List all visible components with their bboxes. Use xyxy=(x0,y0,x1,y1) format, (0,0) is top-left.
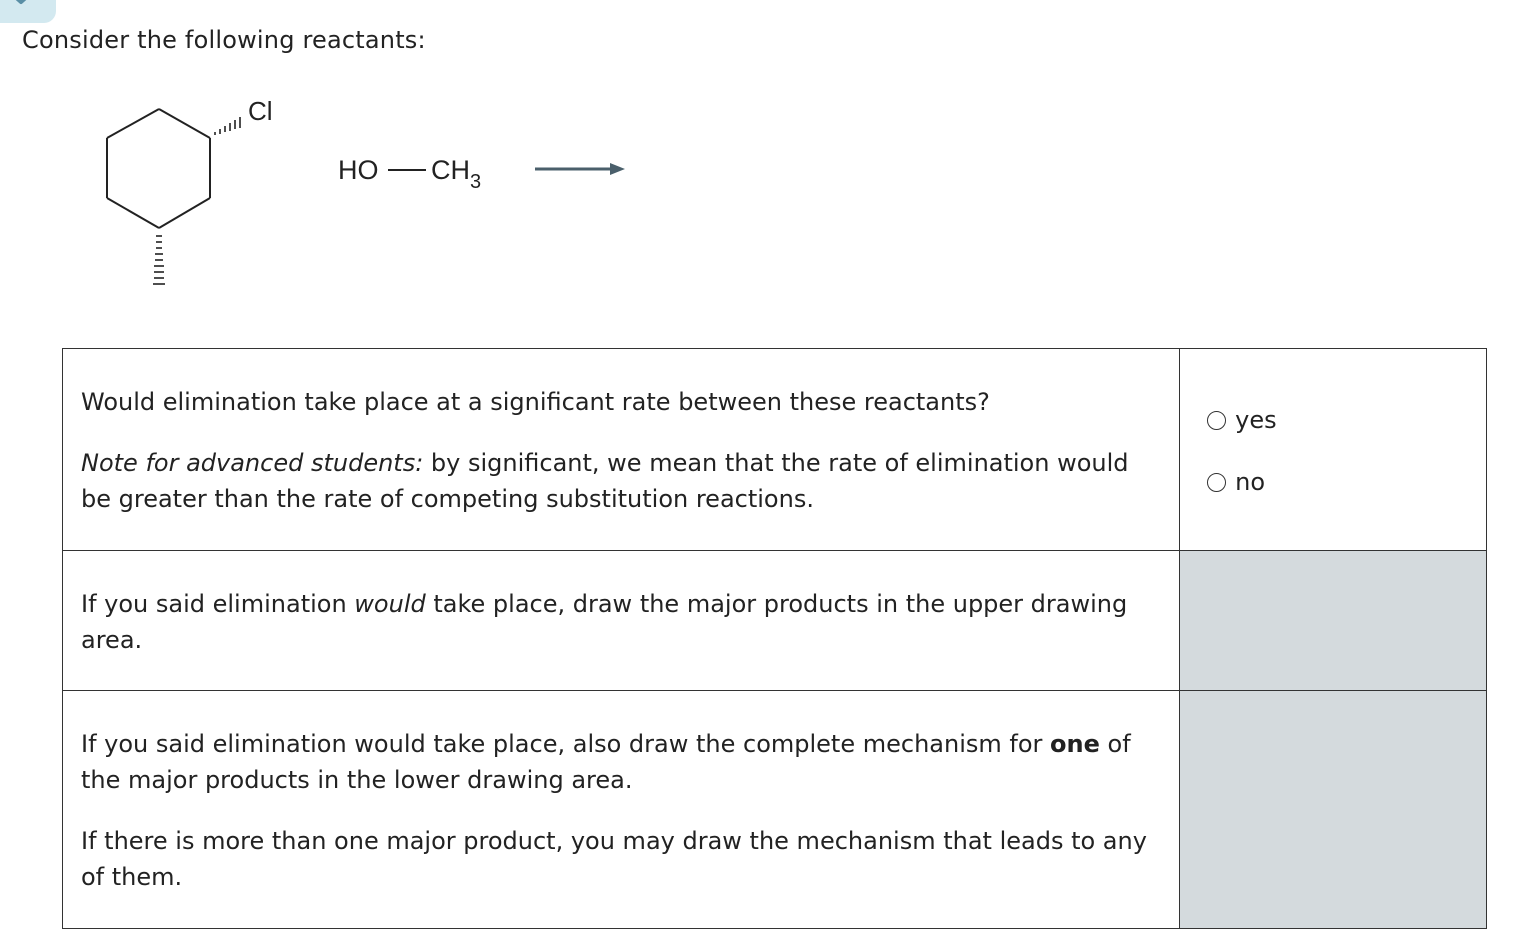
answer-cell xyxy=(1180,349,1487,551)
mechanism-part1: If you said elimination would take place, also draw the complete mechanism for xyxy=(81,730,1051,758)
question-text: Would elimination take place at a significant rate between these reactants? xyxy=(81,388,990,416)
instruction-part2: take place, draw the major products in the upper drawing area. xyxy=(81,590,1128,654)
hashed-wedge-methyl xyxy=(153,236,165,284)
option-yes-label[interactable]: yes xyxy=(1235,406,1277,434)
question-prompt: Consider the following reactants: xyxy=(22,26,426,54)
table-row-mechanism xyxy=(63,691,1487,929)
chlorine-label: Cl xyxy=(248,96,273,126)
note-body: by significant, we mean that the rate of elimination would be greater than the rate of competing substitution reactions. xyxy=(81,449,1129,513)
radio-no[interactable] xyxy=(1207,473,1226,492)
reaction-structure-svg xyxy=(90,86,650,306)
mechanism-note: If there is more than one major product, you may draw the mechanism that leads to any of them. xyxy=(81,827,1147,891)
instruction-part1: If you said elimination xyxy=(81,590,355,618)
disabled-answer-cell xyxy=(1180,551,1487,691)
reagent-ch-label: CH xyxy=(431,155,470,185)
instruction-emphasis: would xyxy=(354,590,426,618)
radio-yes[interactable] xyxy=(1207,411,1226,430)
chevron-down-icon xyxy=(10,0,32,6)
cyclohexane-ring xyxy=(107,109,210,228)
reaction-scheme xyxy=(90,86,650,306)
question-table xyxy=(62,348,1487,929)
option-no[interactable] xyxy=(1207,467,1486,497)
note-text xyxy=(81,445,1165,517)
instruction-cell xyxy=(63,691,1180,929)
disabled-answer-cell xyxy=(1180,691,1487,929)
products-instruction xyxy=(81,586,1165,658)
mechanism-emphasis: one xyxy=(1050,730,1100,758)
reagent-subscript: 3 xyxy=(470,171,482,193)
collapse-tab[interactable] xyxy=(0,0,56,23)
instruction-cell xyxy=(63,551,1180,691)
note-label: Note for advanced students: xyxy=(81,449,424,477)
mechanism-instruction xyxy=(81,726,1165,798)
hashed-wedge-cl xyxy=(215,117,240,135)
option-yes[interactable] xyxy=(1207,405,1486,435)
option-no-label[interactable]: no xyxy=(1235,468,1266,496)
question-cell xyxy=(63,349,1180,551)
mechanism-part2: of the major products in the lower drawing area. xyxy=(81,730,1131,794)
table-row-products xyxy=(63,551,1487,691)
reagent-ho-label: HO xyxy=(338,155,379,185)
reaction-arrow xyxy=(535,163,625,175)
table-row-elimination xyxy=(63,349,1487,551)
